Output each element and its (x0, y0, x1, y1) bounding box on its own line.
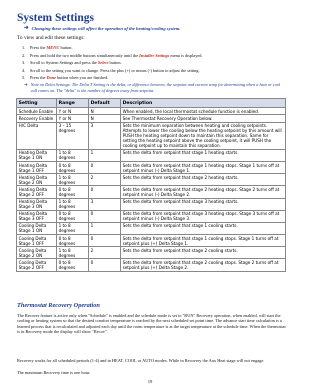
step-item: 4. Scroll to the setting you want to change. Press the plus (+) or minus (-) button to adjust the setting. (22, 67, 200, 73)
cell-default: N (89, 108, 121, 115)
recovery-paragraph: The Recover feature is active only when "Schedule" is enabled and the schedule mode is set to "RUN" Recovery operation, when enabled, will start the cooling or heating system so that the desired comfort temperature is reached by the next scheduled set point time. The advance start time calculation is a learned process that is recalculated and adjusted each day until the room temperature is at the target temperature at the schedule time. When the thermostat is in Recovery mode the display will show "Recov". (17, 313, 286, 335)
note-text: Note on Delta Settings: The Delta T Setting is the delta, or difference between, the setpoint and current temp for determining when a heat or cool call comes on. The "delta" is the number of degrees away from setpoint. (30, 82, 281, 93)
cell-range: 1 to 8 degrees (57, 198, 89, 210)
column-header: Range (57, 99, 89, 108)
cell-range: 3 – 15 degrees (57, 122, 89, 149)
table-row (17, 186, 286, 198)
cell-range: 1 to 8 degrees (57, 149, 89, 161)
table-row (17, 222, 286, 234)
cell-setting: Heating Delta Stage 2 ON (17, 174, 57, 186)
table-header-row (17, 99, 286, 108)
cell-default: 2 (89, 174, 121, 186)
table-row (17, 235, 286, 247)
cell-range: 0 to 8 degrees (57, 210, 89, 222)
cell-description: Sets the delta from setpoint that stage 1 cooling starts. (121, 222, 286, 234)
cell-setting: Heating Delta Stage 3 OFF (17, 210, 57, 222)
cell-description: Sets the delta from setpoint that stage 2 cooling starts. (121, 247, 286, 259)
cell-description: Sets the delta from setpoint that stage 3 heating starts. (121, 198, 286, 210)
cell-default: N (89, 115, 121, 122)
table-row (17, 161, 286, 173)
table-row (17, 198, 286, 210)
cell-setting: Heating Delta Stage 2 OFF (17, 186, 57, 198)
cell-range: Y or N (57, 115, 89, 122)
table-row (17, 259, 286, 271)
cell-setting: Cooling Delta Stage 2 ON (17, 247, 57, 259)
cell-setting: Heating Delta Stage 3 ON (17, 198, 57, 210)
cell-range: 0 to 8 degrees (57, 259, 89, 271)
cell-setting: Heating Delta Stage 1 OFF (17, 161, 57, 173)
cell-description: Sets the delta from setpoint that stage 1 heating stops. Stage 1 turns off at setpoint minus (-) Delta Stage 1. (121, 161, 286, 173)
cell-description: Sets the delta from setpoint that stage 2 heating starts. (121, 174, 286, 186)
cell-setting: Recovery Enable (17, 115, 57, 122)
intro-text: To view and edit these settings: (17, 35, 85, 41)
page-title: System Settings (17, 12, 94, 24)
cell-setting: Heating Delta Stage 1 ON (17, 149, 57, 161)
step-item: 1. Press the MENU button. (22, 45, 73, 50)
cell-description: Sets the delta from setpoint that stage 1 heating starts. (121, 149, 286, 161)
cell-default: 2 (89, 247, 121, 259)
step-item: 2. Press and hold the two middle buttons simultaneously until the Installer Settings menu is displayed. (22, 52, 203, 58)
cell-default: 1 (89, 149, 121, 161)
cell-description: Sets the minimum separation between heating and cooling setpoints. Attempts to lower the cooling below the heating setpoint by this amount will PUSH the heating setpoint down to maintain this separation. Same for setting the heating setpoint above the cooling setpoint, it will PUSH the cooling setpoint up to maintain this separation. (121, 122, 286, 149)
cell-range: 0 to 8 degrees (57, 235, 89, 247)
page-number: 19 (147, 379, 153, 384)
delta-note (24, 82, 286, 93)
cell-setting: Cooling Delta Stage 1 ON (17, 222, 57, 234)
cell-description: Sets the delta from setpoint that stage 2 cooling stops. Stage 2 turns off at setpoint plus (+) Delta Stage 2. (121, 259, 286, 271)
table-row (17, 149, 286, 161)
cell-range: 1 to 8 degrees (57, 247, 89, 259)
arrow-bullet-icon: ➔ (24, 82, 28, 87)
cell-default: 3 (89, 122, 121, 149)
recovery-paragraph: Recovery works for all scheduled periods (1-4) and in HEAT, COOL or AUTO modes. While in Recovery the Aux Heat stage will not engage. (17, 358, 265, 363)
column-header: Description (121, 99, 286, 108)
cell-default: 1 (89, 222, 121, 234)
cell-range: Y or N (57, 108, 89, 115)
section-heading: Thermostat Recovery Operation (17, 302, 100, 309)
cell-default: 0 (89, 210, 121, 222)
table-row (17, 122, 286, 149)
cell-range: 1 to 8 degrees (57, 222, 89, 234)
cell-default: 0 (89, 186, 121, 198)
table-row (17, 108, 286, 115)
cell-setting: Schedule Enable (17, 108, 57, 115)
cell-description: See Thermostat Recovery Operation below. (121, 115, 286, 122)
cell-range: 1 to 8 degrees (57, 174, 89, 186)
cell-setting: Cooling Delta Stage 2 OFF (17, 259, 57, 271)
recovery-paragraph: The maximum Recovery time is one hour. (17, 370, 91, 375)
settings-table (16, 98, 286, 272)
cell-default: 0 (89, 259, 121, 271)
step-item: 5. Press the Done button when you are finished. (22, 75, 109, 81)
arrow-bullet-icon: ➔ (24, 25, 29, 31)
cell-setting: H/C Delta (17, 122, 57, 149)
cell-setting: Cooling Delta Stage 1 OFF (17, 235, 57, 247)
cell-description: Sets the delta from setpoint that stage 3 heating stops. Stage 3 turns off at setpoint minus (-) Delta Stage 3. (121, 210, 286, 222)
table-row (17, 174, 286, 186)
steps-list (22, 44, 203, 82)
step-item: 3. Scroll to System Settings and press the Select button. (22, 60, 122, 66)
table-row (17, 115, 286, 122)
warning-line (24, 25, 294, 31)
cell-description: Sets the delta from setpoint that stage 2 heating stops. Stage 2 turns off at setpoint minus (-) Delta Stage 2. (121, 186, 286, 198)
cell-description: Sets the delta from setpoint that stage 1 cooling stops. Stage 1 turns off at setpoint plus (+) Delta Stage 1. (121, 235, 286, 247)
column-header: Setting (17, 99, 57, 108)
table-body (17, 108, 286, 271)
cell-range: 0 to 8 degrees (57, 161, 89, 173)
cell-range: 0 to 8 degrees (57, 186, 89, 198)
table-row (17, 210, 286, 222)
cell-default: 0 (89, 235, 121, 247)
column-header: Default (89, 99, 121, 108)
cell-description: When enabled, the local thermostat schedule function is enabled. (121, 108, 286, 115)
warning-text: Changing these settings will affect the operation of the heating/cooling system. (31, 25, 181, 31)
cell-default: 3 (89, 198, 121, 210)
cell-default: 0 (89, 161, 121, 173)
table-row (17, 247, 286, 259)
